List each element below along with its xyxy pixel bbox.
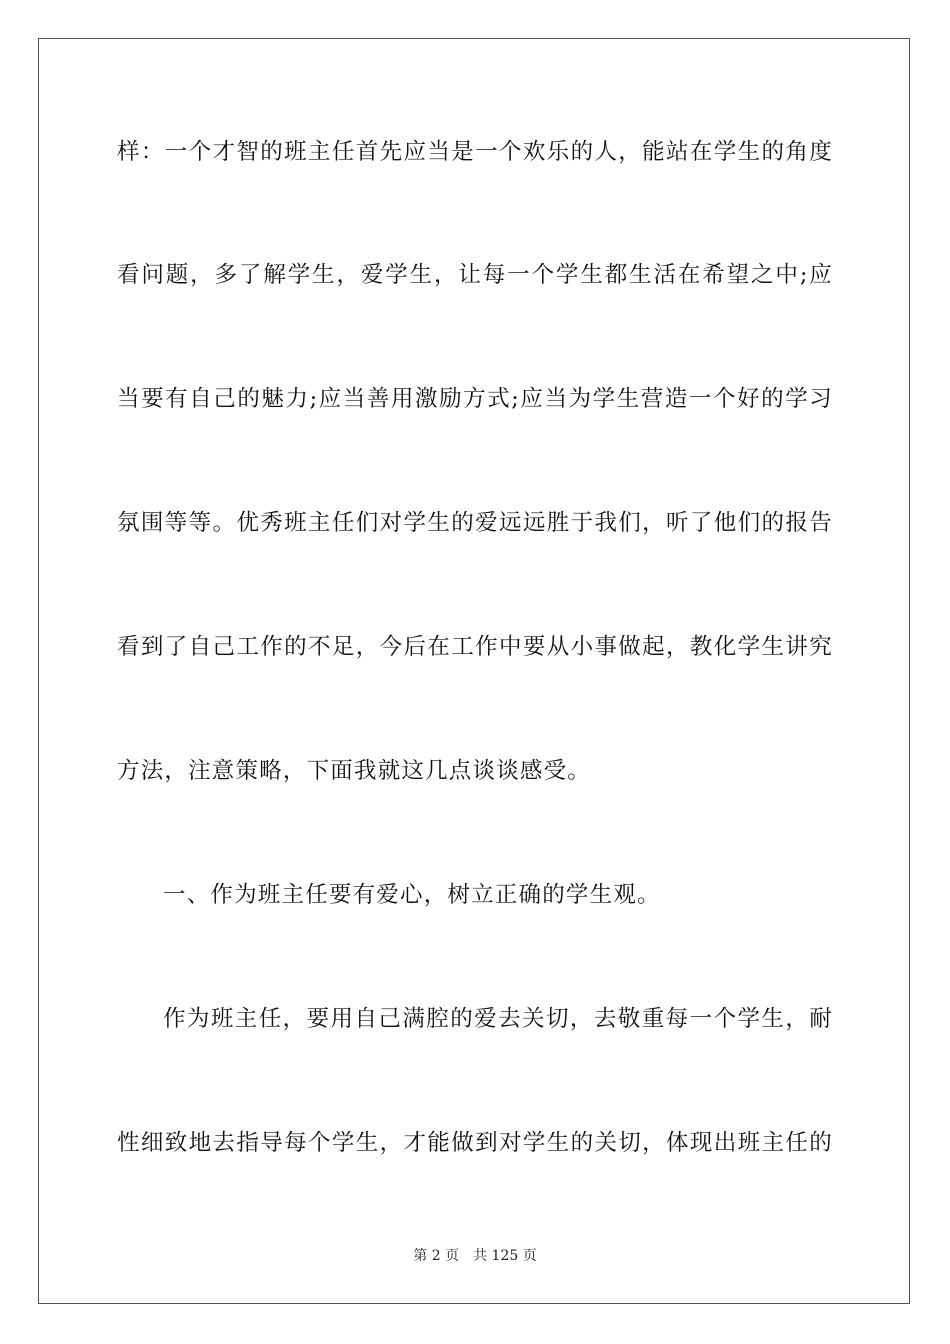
section-heading: 一、作为班主任要有爱心，树立正确的学生观。 — [163, 882, 661, 908]
page-number: 第 2 页 — [413, 1248, 460, 1264]
text-line-6: 方法，注意策略，下面我就这几点谈谈感受。 — [117, 758, 592, 784]
text-line-5: 看到了自己工作的不足，今后在工作中要从小事做起，教化学生讲究 — [117, 634, 833, 660]
text-line-9: 性细致地去指导每个学生，才能做到对学生的关切，体现出班主任的 — [117, 1130, 833, 1156]
text-line-1: 样：一个才智的班主任首先应当是一个欢乐的人，能站在学生的角度 — [117, 139, 833, 165]
page-footer — [0, 1246, 950, 1266]
text-line-8: 作为班主任，要用自己满腔的爱去关切，去敬重每一个学生，耐 — [163, 1006, 833, 1032]
text-line-3: 当要有自己的魅力;应当善用激励方式;应当为学生营造一个好的学习 — [117, 386, 833, 412]
text-line-4: 氛围等等。优秀班主任们对学生的爱远远胜于我们，听了他们的报告 — [117, 510, 833, 536]
text-line-2: 看问题，多了解学生，爱学生，让每一个学生都生活在希望之中;应 — [117, 262, 833, 288]
page-border — [38, 38, 910, 1304]
total-pages: 共 125 页 — [473, 1248, 537, 1264]
